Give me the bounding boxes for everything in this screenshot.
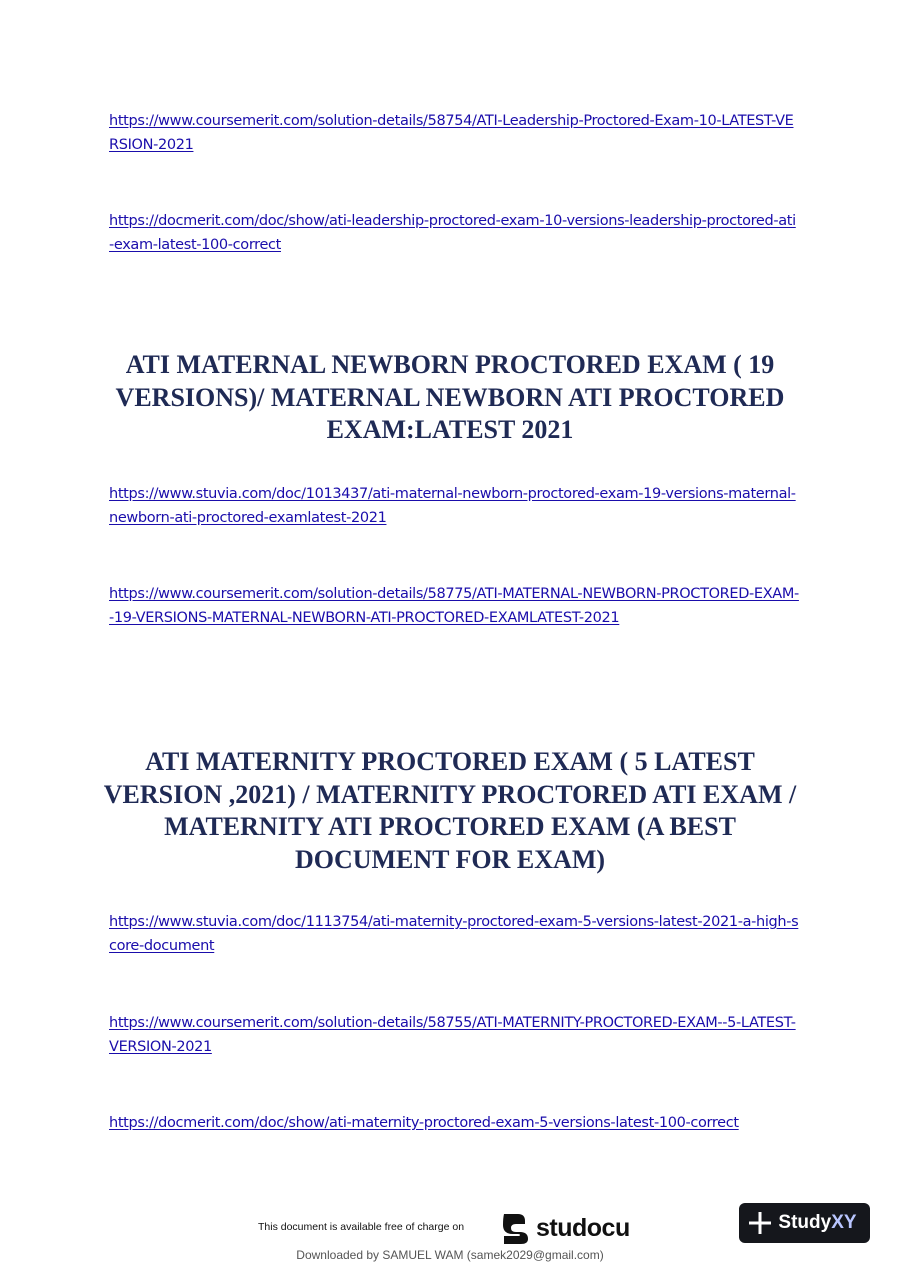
downloaded-by-note: Downloaded by SAMUEL WAM (samek2029@gmail.com) [296,1248,604,1262]
link-coursemerit-leadership[interactable]: https://www.coursemerit.com/solution-details/58754/ATI-Leadership-Proctored-Exam-10-LATEST-VERSION-2021 [109,113,794,153]
link-stuvia-maternity[interactable]: https://www.stuvia.com/doc/1113754/ati-maternity-proctored-exam-5-versions-latest-2021-a-high-score-document [109,914,799,954]
link-coursemerit-maternity[interactable]: https://www.coursemerit.com/solution-details/58755/ATI-MATERNITY-PROCTORED-EXAM--5-LATEST-VERSION-2021 [109,1015,796,1055]
heading-maternity: ATI MATERNITY PROCTORED EXAM ( 5 LATEST VERSION ,2021) / MATERNITY PROCTORED ATI EXAM / MATERNITY ATI PROCTORED EXAM (A BEST DOCUMENT FOR EXAM) [103,747,797,874]
heading-maternal-newborn: ATI MATERNAL NEWBORN PROCTORED EXAM ( 19 VERSIONS)/ MATERNAL NEWBORN ATI PROCTORED EXAM:LATEST 2021 [115,350,785,444]
studyxy-badge[interactable] [739,1203,870,1243]
studyxy-wordmark [778,1212,856,1234]
studocu-wordmark: studocu [536,1213,630,1242]
studyxy-plus-icon [748,1211,772,1235]
studocu-logo[interactable] [496,1208,630,1248]
link-coursemerit-maternal-newborn[interactable]: https://www.coursemerit.com/solution-details/58775/ATI-MATERNAL-NEWBORN-PROCTORED-EXAM--19-VERSIONS-MATERNAL-NEWBORN-ATI-PROCTORED-EXAMLATEST-2021 [109,586,799,626]
available-free-note: This document is available free of charge on [258,1221,465,1233]
studyxy-wordmark-main: Study [778,1212,832,1233]
link-stuvia-maternal-newborn[interactable]: https://www.stuvia.com/doc/1013437/ati-maternal-newborn-proctored-exam-19-versions-maternal-newborn-ati-proctored-examlatest-2021 [109,486,796,526]
link-docmerit-leadership[interactable]: https://docmerit.com/doc/show/ati-leadership-proctored-exam-10-versions-leadership-proctored-ati-exam-latest-100-correct [109,213,796,253]
studocu-logo-icon [496,1210,532,1246]
studyxy-wordmark-accent: XY [831,1212,857,1233]
link-docmerit-maternity[interactable]: https://docmerit.com/doc/show/ati-maternity-proctored-exam-5-versions-latest-100-correct [109,1115,739,1131]
